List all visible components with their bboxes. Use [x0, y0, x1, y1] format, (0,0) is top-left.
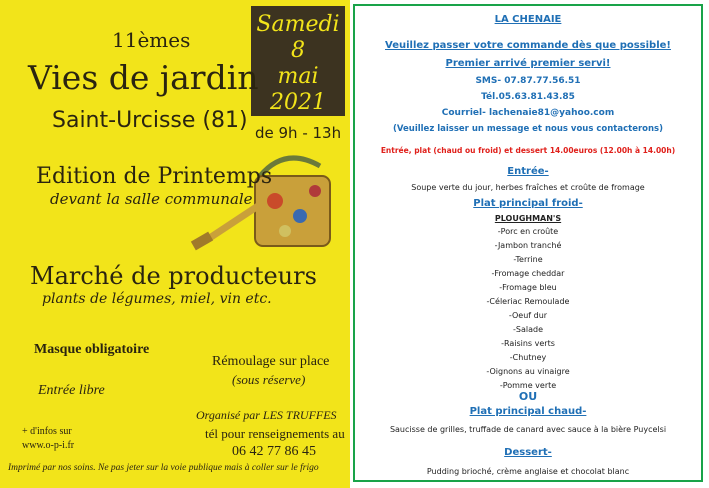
email[interactable]: Courriel- lachenaie81@yahoo.com	[441, 108, 615, 118]
cold-item: -Porc en croûte	[497, 227, 559, 236]
or-divider: OU	[518, 390, 538, 403]
cold-item: -Chutney	[509, 353, 547, 362]
tel-info: tél pour renseignements au	[205, 426, 345, 441]
phone-number: 06 42 77 86 45	[232, 444, 316, 459]
message-note: (Veuillez laisser un message et nous vous contacterons)	[393, 124, 663, 134]
reserve-notice: (sous réserve)	[232, 372, 306, 387]
cold-item: -Raisins verts	[501, 339, 555, 348]
cold-item: -Fromage cheddar	[491, 269, 565, 278]
sms-number: SMS- 07.87.77.56.51	[475, 76, 581, 86]
edition-title: Edition de Printemps	[36, 164, 273, 189]
footer-note: Imprimé par nos soins. Ne pas jeter sur la voie publique mais à coller sur le frigo	[8, 463, 319, 473]
dessert-desc: Pudding brioché, crème anglaise et chocolat blanc	[426, 467, 630, 476]
cold-item: -Fromage bleu	[499, 283, 557, 292]
order-note: Veuillez passer votre commande dès que possible!	[385, 40, 671, 51]
cold-title: Plat principal froid-	[473, 198, 583, 209]
cold-item: -Salade	[513, 325, 543, 334]
date-num: 8	[291, 38, 305, 63]
hot-title: Plat principal chaud-	[469, 406, 587, 417]
event-poster	[0, 0, 350, 488]
hot-desc: Saucisse de grilles, truffade de canard avec sauce à la bière Puycelsi	[389, 425, 667, 434]
edition-number: 11èmes	[112, 28, 191, 52]
mask-notice: Masque obligatoire	[34, 342, 150, 357]
cold-item: -Jambon tranché	[494, 241, 562, 250]
starter-title: Entrée-	[507, 166, 549, 177]
dessert-title: Dessert-	[504, 447, 552, 458]
website-link[interactable]: www.o-p-i.fr	[22, 440, 75, 451]
edition-subtitle: devant la salle communale	[50, 190, 253, 208]
menu-title: LA CHENAIE	[494, 14, 562, 25]
event-hours: de 9h - 13h	[255, 124, 342, 142]
event-title: Vies de jardin	[28, 58, 259, 97]
starter-desc: Soupe verte du jour, herbes fraîches et croûte de fromage	[411, 183, 645, 192]
event-location: Saint-Urcisse (81)	[52, 108, 248, 133]
market-title: Marché de producteurs	[30, 262, 317, 290]
cold-subtitle: PLOUGHMAN'S	[494, 214, 562, 223]
market-subtitle: plants de légumes, miel, vin etc.	[42, 291, 272, 307]
first-served-note: Premier arrivé premier servi!	[445, 58, 611, 69]
date-month: mai	[277, 64, 319, 89]
organizer: Organisé par LES TRUFFES	[196, 408, 337, 422]
date-day: Samedi	[256, 12, 340, 37]
cold-item: -Terrine	[513, 255, 543, 264]
date-year: 2021	[270, 90, 326, 115]
free-entry: Entrée libre	[38, 383, 105, 398]
cold-item: -Pomme verte	[499, 381, 557, 390]
date-box	[251, 6, 345, 116]
cold-item: -Céleriac Remoulade	[486, 297, 570, 306]
remoulage-notice: Rémoulage sur place	[212, 354, 330, 369]
cold-item: -Oeuf dur	[508, 311, 548, 320]
lunch-menu	[353, 4, 703, 482]
tel-number: Tél.05.63.81.43.85	[481, 92, 575, 102]
cold-item: -Oignons au vinaigre	[486, 367, 570, 376]
price-line: Entrée, plat (chaud ou froid) et dessert 14.00euros (12.00h à 14.00h)	[380, 146, 676, 155]
more-info: + d'infos sur	[22, 426, 72, 437]
